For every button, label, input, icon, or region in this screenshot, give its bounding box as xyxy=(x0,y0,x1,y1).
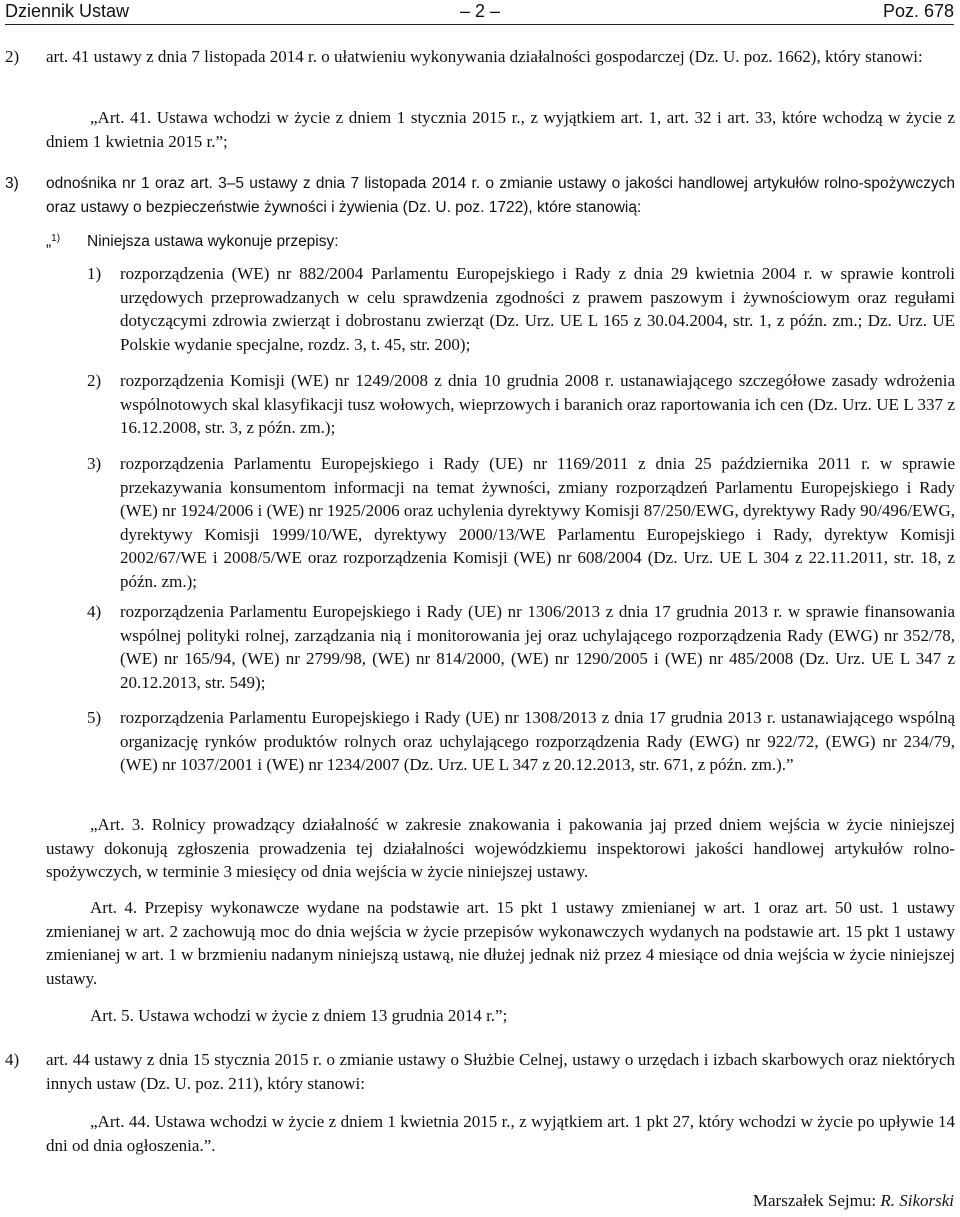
sub-5-text: rozporządzenia Parlamentu Europejskiego i Rady (UE) nr 1308/2013 z dnia 17 grudnia 2013 r. ustanawiającego wspólną organizację rynków produktów rolnych oraz uchylającego rozporządzenia Rady (EWG) nr 922/72, (EWG) nr 234/79, (WE) nr 1037/2001 i (WE) nr 1234/2007 (Dz. Urz. UE L 347 z 20.12.2013, str. 671, z późn. zm.).” xyxy=(120,708,955,774)
signature xyxy=(753,1190,954,1212)
item-3-text: odnośnika nr 1 oraz art. 3–5 ustawy z dnia 7 listopada 2014 r. o zmianie ustawy o jakości handlowej artykułów rolno-spożywczych oraz ustawy o bezpieczeństwie żywności i żywienia (Dz. U. poz. 1722), które stanowią: xyxy=(46,175,955,216)
sub-4-text: rozporządzenia Parlamentu Europejskiego i Rady (UE) nr 1306/2013 z dnia 17 grudnia 2013 r. w sprawie finansowania wspólnej polityki rolnej, zarządzania nią i monitorowania jej oraz uchylającego rozporządzenia Rady (EWG) nr 352/78, (WE) nr 165/94, (WE) nr 2799/98, (WE) nr 814/2000, (WE) nr 1290/2005 i (WE) nr 485/2008 (Dz. Urz. UE L 347 z 20.12.2013, str. 549); xyxy=(120,602,955,692)
item-2-quote: „Art. 41. Ustawa wchodzi w życie z dniem 1 stycznia 2015 r., z wyjątkiem art. 1, art. 32 i art. 33, które wchodzą w życie z dniem 1 kwietnia 2015 r.”; xyxy=(46,108,955,151)
footnote-block xyxy=(46,230,60,254)
journal-title: Dziennik Ustaw xyxy=(5,1,130,21)
article-3: „Art. 3. Rolnicy prowadzący działalność w zakresie znakowania i pakowania jaj przed dniem wejścia w życie niniejszej ustawy dokonują zgłoszenia prowadzenia tej działalności wojewódzkiemu inspektorowi jakości handlowej artykułów rolno-spożywczych, w terminie 3 miesięcy od dnia wejścia w życie niniejszej ustawy. xyxy=(46,815,955,881)
signature-title: Marszałek Sejmu: xyxy=(752,1191,877,1210)
item-2-text: art. 41 ustawy z dnia 7 listopada 2014 r. o ułatwieniu wykonywania działalności gospodarczej (Dz. U. poz. 1662), który stanowi: xyxy=(46,47,923,66)
item-2-number: 2) xyxy=(5,47,20,66)
item-4-text: art. 44 ustawy z dnia 15 stycznia 2015 r. o zmianie ustawy o Służbie Celnej, ustawy o urzędach i izbach skarbowych oraz niektórych innych ustaw (Dz. U. poz. 211), który stanowi: xyxy=(46,1050,955,1093)
footnote-open-quote: „ xyxy=(46,233,52,250)
sub-1-text: rozporządzenia (WE) nr 882/2004 Parlamentu Europejskiego i Rady z dnia 29 kwietnia 2004 r. w sprawie kontroli urzędowych przeprowadzanych w celu sprawdzenia zgodności z prawem paszowym i żywnościowym oraz regułami dotyczącymi zdrowia zwierząt i dobrostanu zwierząt (Dz. Urz. UE L 165 z 30.04.2004, str. 1, z późn. zm.; Dz. Urz. UE Polskie wydanie specjalne, rozdz. 3, t. 45, str. 200); xyxy=(120,264,955,354)
page-number: – 2 – xyxy=(459,1,501,21)
sub-4-number: 4) xyxy=(87,602,102,621)
sub-5-number: 5) xyxy=(87,708,102,727)
position-number: Poz. 678 xyxy=(882,1,954,21)
sub-1-number: 1) xyxy=(87,264,102,283)
item-4-number: 4) xyxy=(5,1050,20,1069)
sub-3-text: rozporządzenia Parlamentu Europejskiego i Rady (UE) nr 1169/2011 z dnia 25 października 2011 r. w sprawie przekazywania konsumentom informacji na temat żywności, zmiany rozporządzeń Parlamentu Europejskiego i Rady (WE) nr 1924/2006 i (WE) nr 1925/2006 oraz uchylenia dyrektywy Komisji 87/250/EWG, dyrektywy Rady 90/496/EWG, dyrektywy Komisji 1999/10/WE, dyrektywy 2000/13/WE Parlamentu Europejskiego i Rady, dyrektyw Komisji 2002/67/WE i 2008/5/WE oraz rozporządzenia Komisji (WE) nr 608/2004 (Dz. Urz. UE L 304 z 22.11.2011, str. 18, z późn. zm.); xyxy=(120,454,955,591)
sub-2-text: rozporządzenia Komisji (WE) nr 1249/2008 z dnia 10 grudnia 2008 r. ustanawiającego szczegółowe zasady wdrożenia wspólnotowych skal klasyfikacji tusz wołowych, wieprzowych i baranich oraz raportowania ich cen (Dz. Urz. UE L 337 z 16.12.2008, str. 3, z późn. zm.); xyxy=(120,371,955,437)
footnote-mark: 1) xyxy=(51,233,61,244)
footnote-intro: Niniejsza ustawa wykonuje przepisy: xyxy=(87,233,339,250)
article-5: Art. 5. Ustawa wchodzi w życie z dniem 13 grudnia 2014 r.”; xyxy=(90,1006,508,1025)
sub-2-number: 2) xyxy=(87,371,102,390)
item-3-number: 3) xyxy=(5,175,19,192)
item-4-quote: „Art. 44. Ustawa wchodzi w życie z dniem 1 kwietnia 2015 r., z wyjątkiem art. 1 pkt 27, który wchodzi w życie po upływie 14 dni od dnia ogłoszenia.”. xyxy=(46,1112,955,1155)
header-rule xyxy=(5,24,954,25)
article-4: Art. 4. Przepisy wykonawcze wydane na podstawie art. 15 pkt 1 ustawy zmienianej w art. 1 oraz art. 50 ust. 1 ustawy zmienianej w art. 2 zachowują moc do dnia wejścia w życie przepisów wykonawczych wydanych na podstawie art. 15 pkt 1 ustawy zmienianej w art. 1 w brzmieniu nadanym niniejszą ustawą, nie dłużej jednak niż przez 4 miesiące od dnia wejścia w życie niniejszej ustawy. xyxy=(46,898,955,988)
sub-3-number: 3) xyxy=(87,454,102,473)
signature-name: R. Sikorski xyxy=(880,1191,954,1210)
